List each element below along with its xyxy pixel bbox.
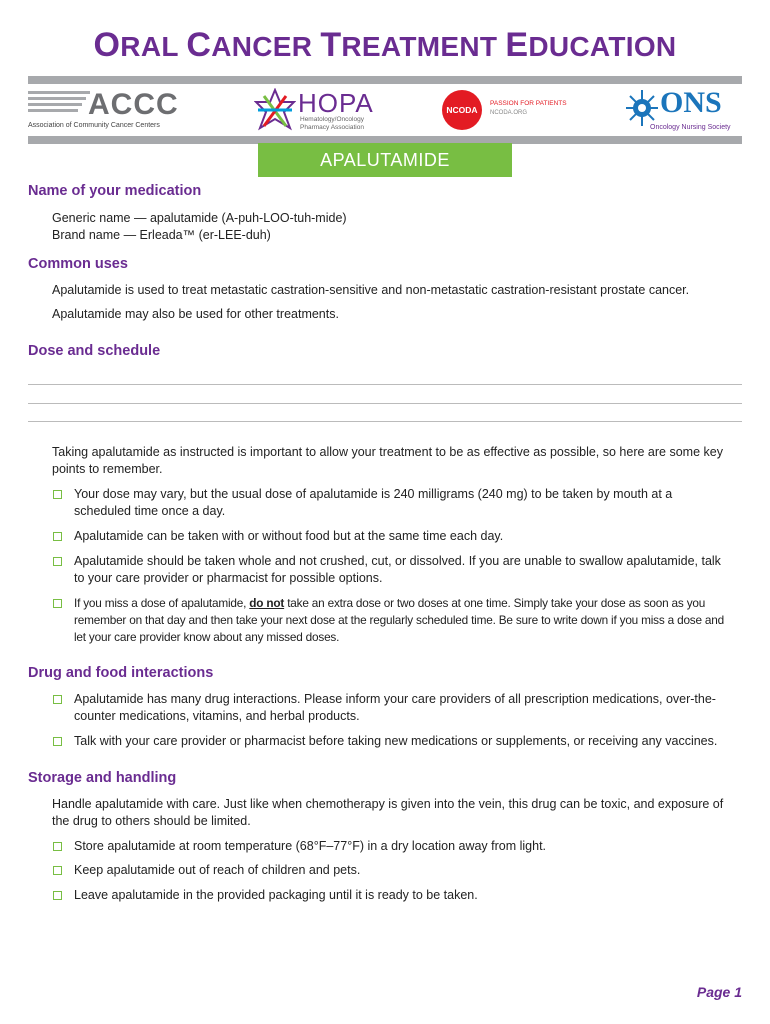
section-heading-storage: Storage and handling — [28, 770, 177, 786]
accc-wordmark: ACCC — [88, 88, 179, 121]
checkbox-bullet-icon — [53, 490, 62, 499]
accc-logo — [28, 88, 188, 136]
title-part: ANCER — [211, 31, 321, 62]
title-part: C — [186, 26, 212, 64]
section-heading-name: Name of your medication — [28, 183, 202, 199]
ncoda-badge: NCODA — [442, 90, 482, 130]
hopa-logo — [254, 88, 384, 134]
hopa-wordmark: HOPA — [298, 88, 374, 118]
checkbox-bullet-icon — [53, 842, 62, 851]
checkbox-bullet-icon — [53, 532, 62, 541]
brand-name: Brand name — Erleada™ (er-LEE-duh) — [52, 228, 271, 242]
checkbox-bullet-icon — [53, 891, 62, 900]
checkbox-bullet-icon — [53, 695, 62, 704]
storage-intro: Handle apalutamide with care. Just like when chemotherapy is given into the vein, this drug can be toxic, and exposure of the drug to others should be limited. — [52, 797, 724, 828]
list-item: If you miss a dose of apalutamide, do not take an extra dose or two doses at one time. Simply take your dose as soon as you remember on that day and then take your next dose at the regularly scheduled time. Be sure to write down if you miss a dose and let your care provider know about any missed doses. — [52, 595, 732, 646]
dose-intro: Taking apalutamide as instructed is important to allow your treatment to be as effective as possible, so here are some key points to remember. — [52, 445, 723, 476]
checkbox-bullet-icon — [53, 737, 62, 746]
top-divider-bar — [28, 76, 742, 84]
list-item: Your dose may vary, but the usual dose of apalutamide is 240 milligrams (240 mg) to be taken by mouth at a scheduled time once a day. — [52, 486, 732, 520]
list-item: Talk with your care provider or pharmacist before taking new medications or supplements, or receiving any vaccines. — [52, 733, 732, 750]
ncoda-url: NCODA.ORG — [490, 110, 528, 116]
title-part: T — [320, 26, 342, 64]
list-item: Apalutamide should be taken whole and not crushed, cut, or dissolved. If you are unable to swallow apalutamide, talk to your care provider or pharmacist for possible options. — [52, 553, 732, 587]
accc-subtitle: Association of Community Cancer Centers — [28, 122, 160, 129]
checkbox-bullet-icon — [53, 557, 62, 566]
title-part: DUCATION — [528, 31, 677, 62]
write-in-line — [28, 384, 742, 385]
list-item: Store apalutamide at room temperature (68°F–77°F) in a dry location away from light. — [52, 838, 732, 855]
hopa-subtitle: Hematology/Oncology Pharmacy Association — [300, 116, 364, 131]
section-heading-interactions: Drug and food interactions — [28, 665, 214, 681]
generic-name: Generic name — apalutamide (A-puh-LOO-tuh-mide) — [52, 211, 347, 225]
list-item: Apalutamide has many drug interactions. Please inform your care providers of all prescription medications, over-the-counter medications, vitamins, and herbal products. — [52, 691, 732, 725]
list-item: Apalutamide can be taken with or without food but at the same time each day. — [52, 528, 732, 545]
title-part: RAL — [120, 31, 187, 62]
page-number: Page 1 — [696, 984, 742, 1000]
section-heading-dose: Dose and schedule — [28, 343, 161, 359]
drug-name-tab: APALUTAMIDE — [258, 143, 512, 177]
ons-subtitle: Oncology Nursing Society — [650, 124, 731, 131]
hopa-emblem-icon — [254, 88, 296, 134]
title-part: O — [93, 26, 121, 64]
ons-logo — [622, 86, 744, 136]
page-title — [0, 26, 770, 65]
ncoda-tagline: PASSION FOR PATIENTS — [490, 100, 567, 107]
write-in-line — [28, 403, 742, 404]
uses-paragraph: Apalutamide may also be used for other treatments. — [52, 307, 339, 321]
list-item: Leave apalutamide in the provided packaging until it is ready to be taken. — [52, 887, 732, 904]
section-heading-uses: Common uses — [28, 256, 128, 272]
list-item: Keep apalutamide out of reach of children and pets. — [52, 862, 732, 879]
write-in-line — [28, 421, 742, 422]
ons-wordmark: ONS — [660, 86, 722, 119]
checkbox-bullet-icon — [53, 599, 62, 608]
checkbox-bullet-icon — [53, 866, 62, 875]
ncoda-logo — [442, 88, 572, 134]
title-part: E — [505, 26, 529, 64]
uses-paragraph: Apalutamide is used to treat metastatic castration-sensitive and non-metastatic castration-resistant prostate cancer. — [52, 283, 690, 297]
title-part: REATMENT — [341, 31, 506, 62]
